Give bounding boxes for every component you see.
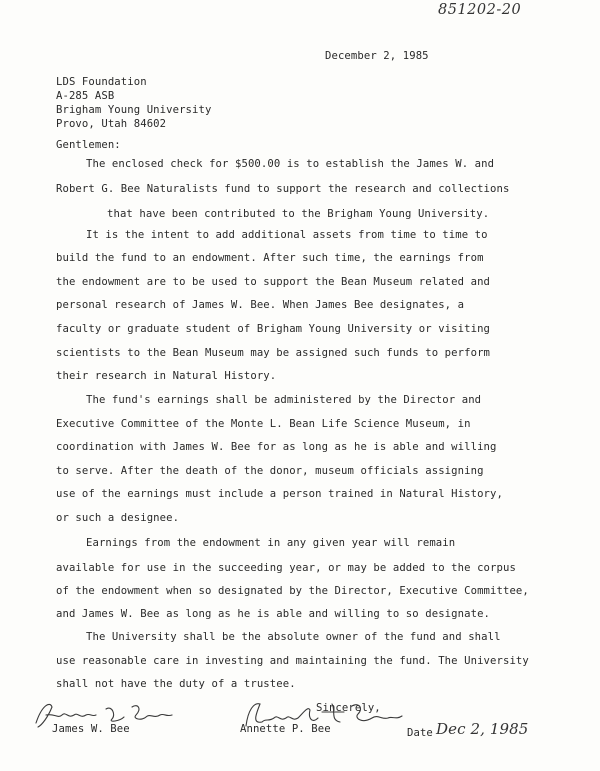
- reference-number: 851202-20: [438, 2, 522, 18]
- closing: Sincerely,: [316, 702, 381, 714]
- letter-date: December 2, 1985: [325, 50, 429, 62]
- body-line: to serve. After the death of the donor, museum officials assigning: [56, 465, 484, 477]
- body-line: Executive Committee of the Monte L. Bean Life Science Museum, in: [56, 418, 471, 430]
- body-line: or such a designee.: [56, 512, 180, 524]
- recipient-line-4: Provo, Utah 84602: [56, 118, 167, 130]
- body-line: their research in Natural History.: [56, 370, 277, 382]
- body-line: use of the earnings must include a person trained in Natural History,: [56, 488, 503, 500]
- body-line: It is the intent to add additional assets from time to time to: [86, 229, 488, 241]
- body-line: coordination with James W. Bee for as long as he is able and willing: [56, 441, 497, 453]
- body-line: personal research of James W. Bee. When James Bee designates, a: [56, 299, 465, 311]
- signer-name-left: James W. Bee: [52, 723, 130, 735]
- body-line: The fund's earnings shall be administered by the Director and: [86, 394, 482, 406]
- date-label: Date: [407, 727, 433, 739]
- salutation: Gentlemen:: [56, 139, 121, 151]
- body-line: the endowment are to be used to support the Bean Museum related and: [56, 276, 491, 288]
- recipient-line-1: LDS Foundation: [56, 76, 147, 88]
- handwritten-date: Dec 2, 1985: [436, 720, 529, 738]
- recipient-line-3: Brigham Young University: [56, 104, 212, 116]
- body-line: The enclosed check for $500.00 is to establish the James W. and: [86, 158, 495, 170]
- body-line: Earnings from the endowment in any given year will remain: [86, 537, 456, 549]
- body-line: and James W. Bee as long as he is able and willing to so designate.: [56, 608, 491, 620]
- signer-name-right: Annette P. Bee: [240, 723, 331, 735]
- body-line: of the endowment when so designated by the Director, Executive Committee,: [56, 585, 529, 597]
- body-line: build the fund to an endowment. After such time, the earnings from: [56, 252, 484, 264]
- body-line: available for use in the succeeding year, or may be added to the corpus: [56, 562, 516, 574]
- body-line: use reasonable care in investing and maintaining the fund. The University: [56, 655, 529, 667]
- body-line: The University shall be the absolute owner of the fund and shall: [86, 631, 501, 643]
- body-line: shall not have the duty of a trustee.: [56, 678, 296, 690]
- body-line: Robert G. Bee Naturalists fund to support the research and collections: [56, 183, 510, 195]
- body-line: that have been contributed to the Brigham Young University.: [107, 208, 490, 220]
- body-line: faculty or graduate student of Brigham Young University or visiting: [56, 323, 491, 335]
- recipient-line-2: A-285 ASB: [56, 90, 115, 102]
- body-line: scientists to the Bean Museum may be assigned such funds to perform: [56, 347, 491, 359]
